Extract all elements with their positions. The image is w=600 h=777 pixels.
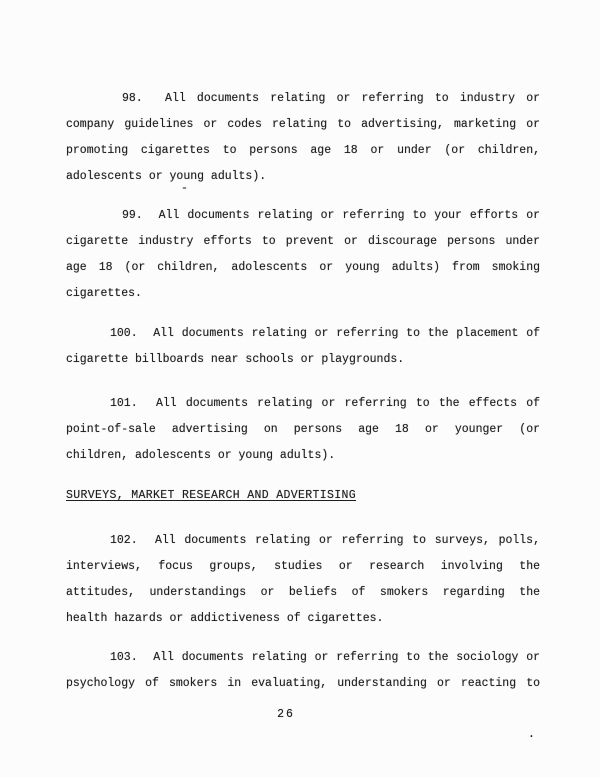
text-line: 98. All documents relating or referring to industry or <box>122 92 540 105</box>
section-heading: SURVEYS, MARKET RESEARCH AND ADVERTISING <box>66 489 357 502</box>
text-line: 99. All documents relating or referring to your efforts or <box>122 209 540 222</box>
text-line: cigarette billboards near schools or playgrounds. <box>66 353 405 366</box>
text-line: promoting cigarettes to persons age 18 or under (or children, <box>66 144 540 157</box>
paragraph-102 <box>66 528 540 632</box>
paragraph-101 <box>66 391 540 469</box>
paragraph-100 <box>66 321 540 373</box>
text-line: age 18 (or children, adolescents or young adults) from smoking <box>66 261 540 274</box>
paragraph-103 <box>66 645 540 697</box>
scan-speck-dot: . <box>528 728 535 741</box>
paragraph-99 <box>66 203 540 307</box>
paragraph-98 <box>66 86 540 190</box>
text-line: 101. All documents relating or referring to the effects of <box>110 397 540 410</box>
text-line: adolescents or young adults). <box>66 170 267 183</box>
text-line: 103. All documents relating or referring to the sociology or <box>110 651 540 664</box>
text-line: health hazards or addictiveness of cigarettes. <box>66 612 384 625</box>
text-line: cigarettes. <box>66 287 142 300</box>
text-line: 102. All documents relating or referring to surveys, polls, <box>110 534 540 547</box>
text-line: children, adolescents or young adults). <box>66 449 336 462</box>
text-line: point-of-sale advertising on persons age 18 or younger (or <box>66 423 540 436</box>
text-line: psychology of smokers in evaluating, understanding or reacting to <box>66 677 540 690</box>
text-line: 100. All documents relating or referring to the placement of <box>110 327 540 340</box>
text-line: cigarette industry efforts to prevent or discourage persons under <box>66 235 540 248</box>
page-number: 26 <box>277 708 295 721</box>
text-line: interviews, focus groups, studies or research involving the <box>66 560 540 573</box>
text-line: attitudes, understandings or beliefs of smokers regarding the <box>66 586 540 599</box>
text-line: company guidelines or codes relating to advertising, marketing or <box>66 118 540 131</box>
scan-speck-dash: - <box>181 182 188 195</box>
